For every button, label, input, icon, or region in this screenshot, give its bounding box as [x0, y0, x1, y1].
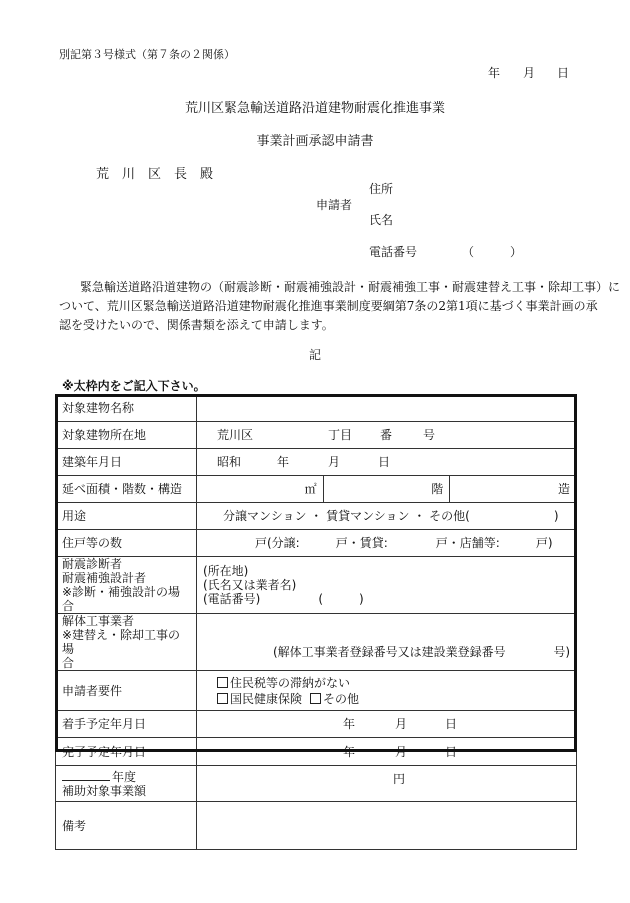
- units-label: 住戸等の数: [56, 530, 197, 557]
- built-year: 年: [277, 455, 290, 469]
- demolition-label: [56, 614, 197, 671]
- finish-day: 日: [445, 745, 458, 759]
- table-row: [56, 449, 577, 476]
- tax-checkbox[interactable]: [217, 677, 228, 688]
- start-date-label: 着手予定年月日: [56, 711, 197, 738]
- remarks-label: 備考: [56, 802, 197, 850]
- phone-paren: （ ）: [462, 245, 523, 259]
- building-name-field[interactable]: [197, 395, 577, 422]
- body-line-2: ついて、荒川区緊急輸送道路沿道建物耐震化推進事業制度要綱第7条の2第1項に基づく事業計画の承: [59, 299, 598, 313]
- table-row: [56, 614, 577, 671]
- requirement-label: 申請者要件: [56, 671, 197, 711]
- finish-date-field[interactable]: [197, 738, 577, 766]
- designer-label: [56, 557, 197, 614]
- body-line-3: 認を受けたいので、関係書類を添えて申請します。: [59, 318, 334, 332]
- start-day: 日: [445, 717, 458, 731]
- area-unit: ㎡: [304, 482, 317, 496]
- other-checkbox[interactable]: [310, 693, 321, 704]
- table-row: [56, 422, 577, 449]
- demolition-label-1: 解体工事業者: [62, 614, 135, 628]
- designer-label-2: 耐震補強設計者: [62, 571, 147, 585]
- start-month: 月: [395, 717, 408, 731]
- built-date-field[interactable]: [197, 449, 577, 476]
- requirement-row-2: [217, 691, 570, 707]
- date-day-label: 日: [557, 66, 570, 80]
- applicant-label: 申請者: [316, 198, 353, 212]
- phone-label: 電話番号: [369, 245, 418, 259]
- designer-phone: (電話番号) ( ): [203, 592, 364, 606]
- subsidy-amount-field[interactable]: [197, 766, 577, 802]
- requirement-row-1: [217, 675, 570, 691]
- table-row: [56, 530, 577, 557]
- remarks-field[interactable]: [197, 802, 577, 850]
- table-row: [56, 766, 577, 802]
- use-field[interactable]: [197, 503, 577, 530]
- application-form-table: [55, 394, 577, 850]
- demolition-field[interactable]: [197, 614, 577, 671]
- address-label: 住所: [369, 182, 394, 196]
- ki-mark: 記: [308, 348, 321, 362]
- form-number: 別記第３号様式（第７条の２関係）: [59, 48, 235, 61]
- built-day: 日: [378, 455, 391, 469]
- name-label: 氏名: [369, 213, 394, 227]
- designer-label-3: ※診断・補強設計の場合: [62, 585, 181, 613]
- subsidy-unit: 円: [393, 772, 406, 786]
- date-month-label: 月: [523, 66, 536, 80]
- tax-option-label: 住民税等の滞納がない: [230, 675, 351, 690]
- table-row: [56, 476, 577, 503]
- location-go: 号: [423, 428, 436, 442]
- subsidy-fiscal-year: 年度: [62, 770, 190, 784]
- use-label: 用途: [56, 503, 197, 530]
- designer-address: (所在地): [203, 564, 249, 578]
- document-title: 荒川区緊急輸送道路沿道建物耐震化推進事業: [184, 101, 445, 116]
- demolition-go: 号): [553, 645, 570, 659]
- finish-year: 年: [343, 745, 356, 759]
- location-label: 対象建物所在地: [56, 422, 197, 449]
- location-field[interactable]: [197, 422, 577, 449]
- built-era: 昭和: [217, 455, 242, 469]
- start-date-field[interactable]: [197, 711, 577, 738]
- demolition-label-3: 合: [62, 656, 75, 670]
- insurance-checkbox[interactable]: [217, 693, 228, 704]
- table-row: [56, 802, 577, 850]
- table-row: [56, 557, 577, 614]
- document-subtitle: 事業計画承認申請書: [256, 134, 374, 149]
- demolition-registration: (解体工事業者登録番号又は建設業登録番号: [273, 645, 506, 659]
- fill-in-note: ※太枠内をご記入下さい。: [62, 379, 206, 393]
- floor-unit: 階: [431, 482, 444, 496]
- location-city: 荒川区: [217, 428, 254, 442]
- table-row: [56, 671, 577, 711]
- subsidy-label: [56, 766, 197, 802]
- addressee: 荒 川 区 長 殿: [96, 167, 214, 182]
- finish-month: 月: [395, 745, 408, 759]
- start-year: 年: [343, 717, 356, 731]
- structure-unit: 造: [557, 482, 570, 496]
- location-chome: 丁目: [328, 428, 353, 442]
- table-row: [56, 738, 577, 766]
- units-field[interactable]: [197, 530, 577, 557]
- built-month: 月: [328, 455, 341, 469]
- designer-field[interactable]: [197, 557, 577, 614]
- designer-name: (氏名又は業者名): [203, 578, 297, 592]
- units-breakdown: 戸(分譲: 戸・賃貸: 戸・店舗等: 戸): [255, 536, 553, 550]
- built-date-label: 建築年月日: [56, 449, 197, 476]
- finish-date-label: 完了予定年月日: [56, 738, 197, 766]
- other-option-label: その他: [323, 691, 360, 706]
- table-row: [56, 395, 577, 422]
- location-ban: 番: [380, 428, 393, 442]
- body-line-1: 緊急輸送道路沿道建物の（耐震診断・耐震補強設計・耐震補強工事・耐震建替え工事・除却工事）に: [80, 280, 621, 294]
- use-options: 分譲マンション ・ 賃貸マンション ・ その他( ): [223, 509, 559, 523]
- table-row: [56, 503, 577, 530]
- building-name-label: 対象建物名称: [56, 395, 197, 422]
- area-floors-structure-label: 延べ面積・階数・構造: [56, 476, 197, 503]
- demolition-label-2: ※建替え・除却工事の場: [62, 628, 181, 656]
- designer-label-1: 耐震診断者: [62, 557, 123, 571]
- requirement-field: [197, 671, 577, 711]
- structure-field[interactable]: [450, 476, 577, 503]
- table-row: [56, 711, 577, 738]
- subsidy-amount-label: 補助対象事業額: [62, 783, 147, 798]
- insurance-option-label: 国民健康保険: [230, 691, 303, 706]
- area-field[interactable]: [197, 476, 324, 503]
- floors-field[interactable]: [323, 476, 450, 503]
- date-year-label: 年: [488, 66, 501, 80]
